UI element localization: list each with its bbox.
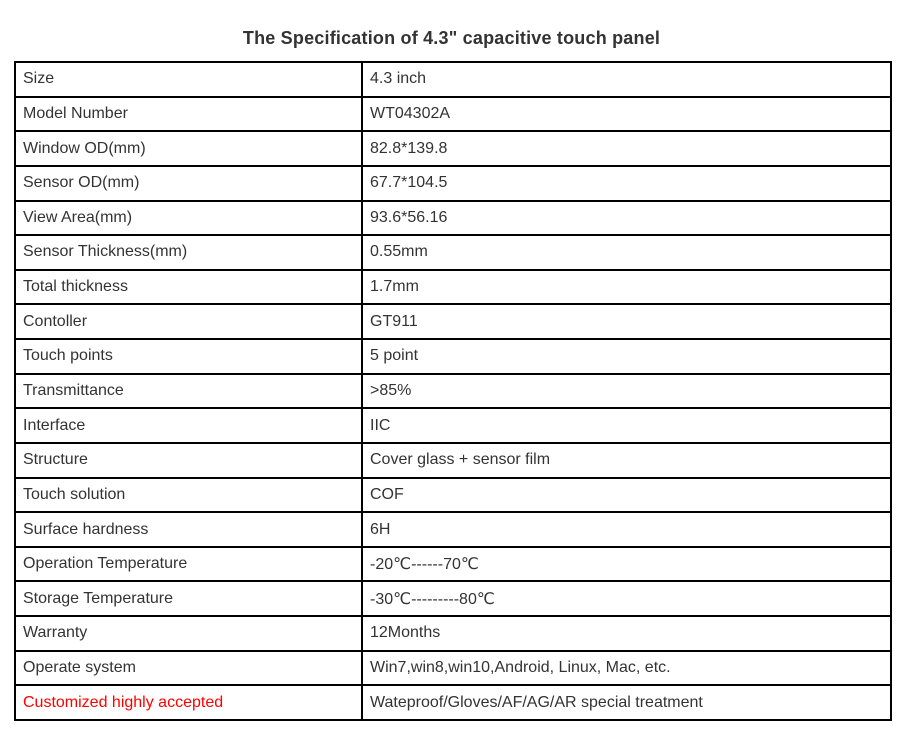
spec-label-cell: Operation Temperature	[16, 548, 361, 581]
spec-label-cell: Sensor OD(mm)	[16, 167, 361, 200]
spec-table	[14, 61, 892, 721]
spec-value-cell: -30℃---------80℃	[363, 582, 890, 615]
spec-label-cell: Structure	[16, 444, 361, 477]
spec-label-cell: Touch points	[16, 340, 361, 373]
spec-label-cell: Operate system	[16, 652, 361, 685]
spec-value-cell: COF	[363, 479, 890, 512]
spec-value-cell: Cover glass + sensor film	[363, 444, 890, 477]
spec-label-cell: Sensor Thickness(mm)	[16, 236, 361, 269]
spec-value-cell: 4.3 inch	[363, 63, 890, 96]
spec-value-cell: -20℃------70℃	[363, 548, 890, 581]
spec-value-cell: Win7,win8,win10,Android, Linux, Mac, etc.	[363, 652, 890, 685]
spec-label-cell: Customized highly accepted	[16, 686, 361, 719]
spec-value-cell: 67.7*104.5	[363, 167, 890, 200]
spec-label-cell: Touch solution	[16, 479, 361, 512]
spec-label-cell: Size	[16, 63, 361, 96]
spec-value-cell: 5 point	[363, 340, 890, 373]
spec-label-cell: View Area(mm)	[16, 202, 361, 235]
spec-label-cell: Warranty	[16, 617, 361, 650]
page-title: The Specification of 4.3" capacitive touch panel	[242, 28, 661, 48]
spec-value-cell: 0.55mm	[363, 236, 890, 269]
spec-label-cell: Interface	[16, 409, 361, 442]
spec-value-cell: 6H	[363, 513, 890, 546]
spec-value-cell: >85%	[363, 375, 890, 408]
spec-label-cell: Model Number	[16, 98, 361, 131]
spec-value-cell: 93.6*56.16	[363, 202, 890, 235]
spec-label-cell: Storage Temperature	[16, 582, 361, 615]
spec-value-cell: 82.8*139.8	[363, 132, 890, 165]
spec-label-cell: Transmittance	[16, 375, 361, 408]
spec-label-cell: Surface hardness	[16, 513, 361, 546]
spec-value-cell: 12Months	[363, 617, 890, 650]
spec-value-cell: Wateproof/Gloves/AF/AG/AR special treatment	[363, 686, 890, 719]
spec-value-cell: IIC	[363, 409, 890, 442]
spec-value-cell: GT911	[363, 305, 890, 338]
spec-label-cell: Window OD(mm)	[16, 132, 361, 165]
spec-value-cell: 1.7mm	[363, 271, 890, 304]
spec-value-cell: WT04302A	[363, 98, 890, 131]
spec-label-cell: Contoller	[16, 305, 361, 338]
spec-label-cell: Total thickness	[16, 271, 361, 304]
